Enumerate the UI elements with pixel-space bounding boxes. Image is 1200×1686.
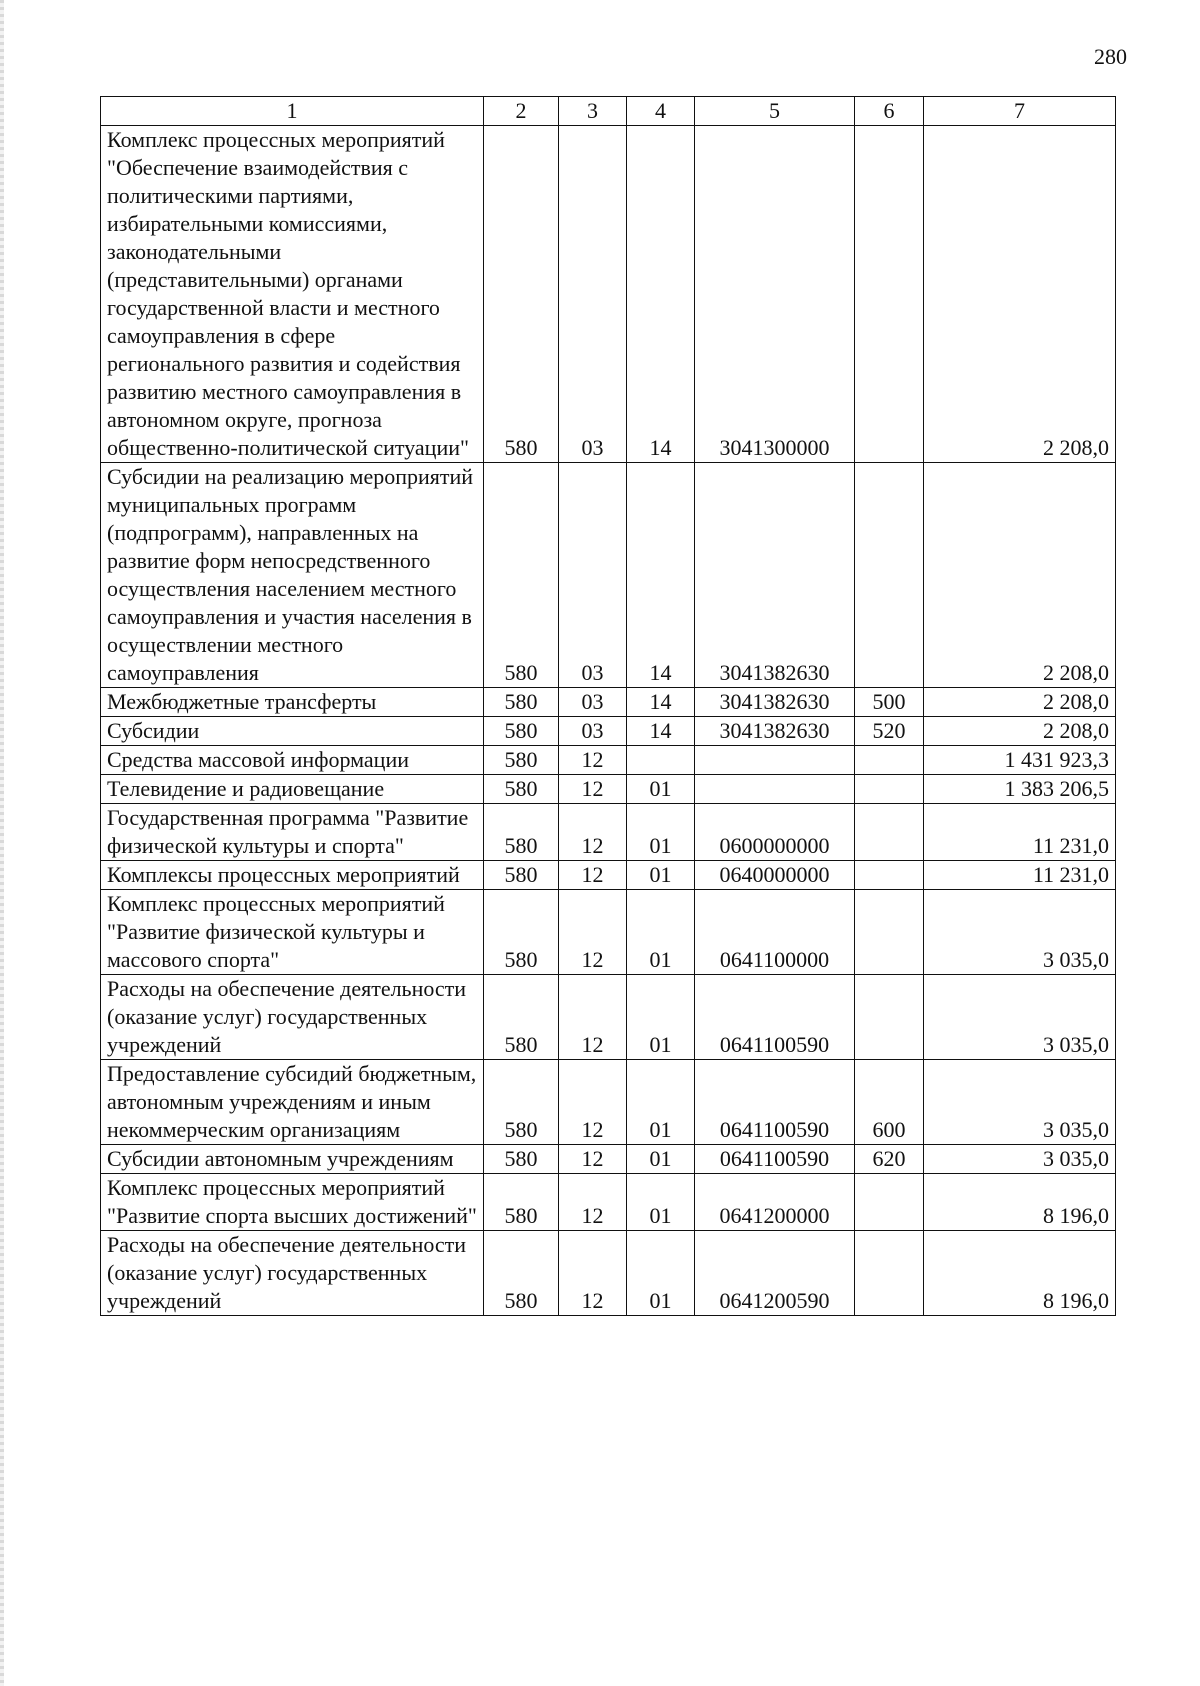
admin-code-cell: 580 xyxy=(484,890,559,975)
column-header-7: 7 xyxy=(924,97,1116,126)
section-code-cell: 12 xyxy=(559,890,627,975)
section-code-cell: 12 xyxy=(559,1174,627,1231)
target-article-cell: 0641100590 xyxy=(695,975,855,1060)
section-code-cell: 03 xyxy=(559,688,627,717)
section-code-cell: 03 xyxy=(559,463,627,688)
row-name-cell: Межбюджетные трансферты xyxy=(101,688,484,717)
admin-code-cell: 580 xyxy=(484,861,559,890)
row-name-cell: Предоставление субсидий бюджетным, автономным учреждениям и иным некоммерческим организациям xyxy=(101,1060,484,1145)
admin-code-cell: 580 xyxy=(484,1145,559,1174)
table-row xyxy=(101,890,1116,975)
section-code-cell: 12 xyxy=(559,775,627,804)
table-row xyxy=(101,775,1116,804)
amount-cell: 3 035,0 xyxy=(924,890,1116,975)
expense-type-cell xyxy=(855,746,924,775)
row-name-cell: Государственная программа "Развитие физической культуры и спорта" xyxy=(101,804,484,861)
section-code-cell: 12 xyxy=(559,861,627,890)
admin-code-cell: 580 xyxy=(484,688,559,717)
amount-cell: 2 208,0 xyxy=(924,126,1116,463)
target-article-cell: 0640000000 xyxy=(695,861,855,890)
expense-type-cell: 600 xyxy=(855,1060,924,1145)
amount-cell: 8 196,0 xyxy=(924,1174,1116,1231)
amount-cell: 2 208,0 xyxy=(924,463,1116,688)
row-name-cell: Субсидии на реализацию мероприятий муниципальных программ (подпрограмм), направленных на развитие форм непосредственного осуществления населением местного самоуправления и участия населения в осуществлении местного самоуправления xyxy=(101,463,484,688)
expense-type-cell xyxy=(855,890,924,975)
amount-cell: 3 035,0 xyxy=(924,1145,1116,1174)
amount-cell: 3 035,0 xyxy=(924,1060,1116,1145)
page-number: 280 xyxy=(1094,44,1127,69)
table-row xyxy=(101,688,1116,717)
row-name-cell: Комплекс процессных мероприятий "Развитие физической культуры и массового спорта" xyxy=(101,890,484,975)
subsection-code-cell: 01 xyxy=(627,890,695,975)
table-row xyxy=(101,1145,1116,1174)
amount-cell: 3 035,0 xyxy=(924,975,1116,1060)
subsection-code-cell: 01 xyxy=(627,1174,695,1231)
table-row xyxy=(101,717,1116,746)
section-code-cell: 12 xyxy=(559,1145,627,1174)
expense-type-cell: 500 xyxy=(855,688,924,717)
subsection-code-cell: 14 xyxy=(627,463,695,688)
expense-type-cell xyxy=(855,463,924,688)
subsection-code-cell: 01 xyxy=(627,1060,695,1145)
expense-type-cell xyxy=(855,975,924,1060)
subsection-code-cell: 01 xyxy=(627,775,695,804)
amount-cell: 1 383 206,5 xyxy=(924,775,1116,804)
subsection-code-cell: 14 xyxy=(627,126,695,463)
target-article-cell: 0600000000 xyxy=(695,804,855,861)
table-row xyxy=(101,1174,1116,1231)
section-code-cell: 12 xyxy=(559,804,627,861)
row-name-cell: Средства массовой информации xyxy=(101,746,484,775)
subsection-code-cell: 01 xyxy=(627,804,695,861)
admin-code-cell: 580 xyxy=(484,1060,559,1145)
row-name-cell: Телевидение и радиовещание xyxy=(101,775,484,804)
section-code-cell: 12 xyxy=(559,746,627,775)
target-article-cell: 3041300000 xyxy=(695,126,855,463)
column-header-4: 4 xyxy=(627,97,695,126)
row-name-cell: Комплексы процессных мероприятий xyxy=(101,861,484,890)
budget-table xyxy=(100,96,1116,1316)
column-header-5: 5 xyxy=(695,97,855,126)
subsection-code-cell xyxy=(627,746,695,775)
table-row xyxy=(101,746,1116,775)
admin-code-cell: 580 xyxy=(484,126,559,463)
amount-cell: 8 196,0 xyxy=(924,1231,1116,1316)
table-row xyxy=(101,1231,1116,1316)
amount-cell: 11 231,0 xyxy=(924,861,1116,890)
target-article-cell: 0641200590 xyxy=(695,1231,855,1316)
table-row xyxy=(101,463,1116,688)
table-row xyxy=(101,861,1116,890)
target-article-cell: 3041382630 xyxy=(695,463,855,688)
target-article-cell: 3041382630 xyxy=(695,688,855,717)
subsection-code-cell: 01 xyxy=(627,975,695,1060)
row-name-cell: Расходы на обеспечение деятельности (оказание услуг) государственных учреждений xyxy=(101,975,484,1060)
expense-type-cell xyxy=(855,1174,924,1231)
expense-type-cell xyxy=(855,775,924,804)
subsection-code-cell: 14 xyxy=(627,717,695,746)
admin-code-cell: 580 xyxy=(484,463,559,688)
scan-edge-artifact xyxy=(0,0,4,1686)
target-article-cell: 0641100000 xyxy=(695,890,855,975)
expense-type-cell xyxy=(855,126,924,463)
target-article-cell: 0641200000 xyxy=(695,1174,855,1231)
column-header-6: 6 xyxy=(855,97,924,126)
amount-cell: 11 231,0 xyxy=(924,804,1116,861)
section-code-cell: 03 xyxy=(559,717,627,746)
expense-type-cell: 620 xyxy=(855,1145,924,1174)
subsection-code-cell: 01 xyxy=(627,1145,695,1174)
expense-type-cell xyxy=(855,804,924,861)
admin-code-cell: 580 xyxy=(484,975,559,1060)
table-row xyxy=(101,804,1116,861)
admin-code-cell: 580 xyxy=(484,717,559,746)
column-header-1: 1 xyxy=(101,97,484,126)
row-name-cell: Комплекс процессных мероприятий "Обеспечение взаимодействия с политическими партиями, избирательными комиссиями, законодательными (представительными) органами государственной власти и местного самоуправления в сфере регионального развития и содействия развитию местного самоуправления в автономном округе, прогноза общественно-политической ситуации" xyxy=(101,126,484,463)
subsection-code-cell: 01 xyxy=(627,861,695,890)
column-header-3: 3 xyxy=(559,97,627,126)
table-row xyxy=(101,1060,1116,1145)
target-article-cell xyxy=(695,746,855,775)
row-name-cell: Субсидии xyxy=(101,717,484,746)
target-article-cell: 0641100590 xyxy=(695,1060,855,1145)
row-name-cell: Расходы на обеспечение деятельности (оказание услуг) государственных учреждений xyxy=(101,1231,484,1316)
table-body xyxy=(101,126,1116,1316)
section-code-cell: 12 xyxy=(559,975,627,1060)
header-row xyxy=(101,97,1116,126)
section-code-cell: 03 xyxy=(559,126,627,463)
admin-code-cell: 580 xyxy=(484,775,559,804)
admin-code-cell: 580 xyxy=(484,1174,559,1231)
admin-code-cell: 580 xyxy=(484,804,559,861)
target-article-cell: 3041382630 xyxy=(695,717,855,746)
target-article-cell: 0641100590 xyxy=(695,1145,855,1174)
admin-code-cell: 580 xyxy=(484,746,559,775)
table-row xyxy=(101,126,1116,463)
subsection-code-cell: 14 xyxy=(627,688,695,717)
amount-cell: 1 431 923,3 xyxy=(924,746,1116,775)
target-article-cell xyxy=(695,775,855,804)
row-name-cell: Комплекс процессных мероприятий "Развитие спорта высших достижений" xyxy=(101,1174,484,1231)
expense-type-cell: 520 xyxy=(855,717,924,746)
amount-cell: 2 208,0 xyxy=(924,717,1116,746)
column-header-2: 2 xyxy=(484,97,559,126)
admin-code-cell: 580 xyxy=(484,1231,559,1316)
expense-type-cell xyxy=(855,861,924,890)
subsection-code-cell: 01 xyxy=(627,1231,695,1316)
amount-cell: 2 208,0 xyxy=(924,688,1116,717)
section-code-cell: 12 xyxy=(559,1060,627,1145)
section-code-cell: 12 xyxy=(559,1231,627,1316)
expense-type-cell xyxy=(855,1231,924,1316)
table-row xyxy=(101,975,1116,1060)
row-name-cell: Субсидии автономным учреждениям xyxy=(101,1145,484,1174)
